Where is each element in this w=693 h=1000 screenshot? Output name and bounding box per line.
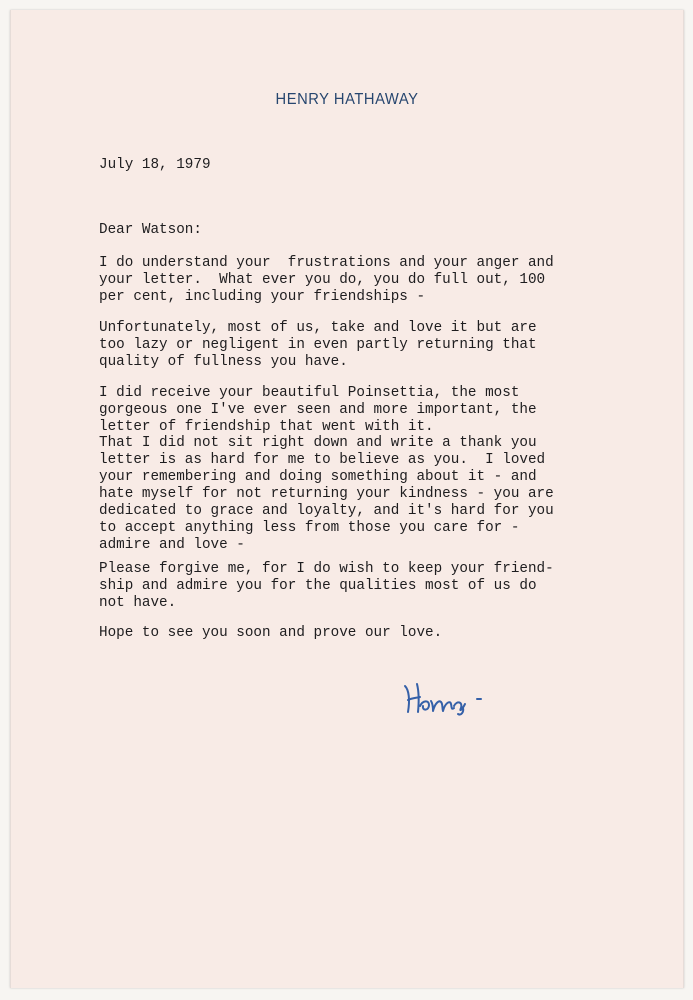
paragraph-6: Hope to see you soon and prove our love. bbox=[99, 625, 443, 641]
paragraph-4: That I did not sit right down and write a thank you letter is as hard for me to believe as you. I loved your remembering and doing something about it - and hate myself for not returning your kindness - you are dedicated to grace and loyalty, and it's hard for you to accept anything less from those you care for - admire and love - bbox=[99, 435, 554, 553]
paragraph-1: I do understand your frustrations and your anger and your letter. What ever you do, you do full out, 100 per cent, including your friendships - bbox=[99, 255, 554, 305]
letter-page bbox=[10, 10, 684, 988]
paragraph-5: Please forgive me, for I do wish to keep your friend- ship and admire you for the qualities most of us do not have. bbox=[99, 561, 554, 611]
salutation: Dear Watson: bbox=[99, 222, 202, 238]
paragraph-2: Unfortunately, most of us, take and love it but are too lazy or negligent in even partly returning that quality of fullness you have. bbox=[99, 320, 537, 370]
letter-date: July 18, 1979 bbox=[99, 157, 211, 173]
handwritten-signature bbox=[399, 678, 499, 718]
paragraph-3: I did receive your beautiful Poinsettia, the most gorgeous one I've ever seen and more important, the letter of friendship that went with it. bbox=[99, 385, 537, 435]
letterhead: HENRY HATHAWAY bbox=[275, 91, 419, 108]
